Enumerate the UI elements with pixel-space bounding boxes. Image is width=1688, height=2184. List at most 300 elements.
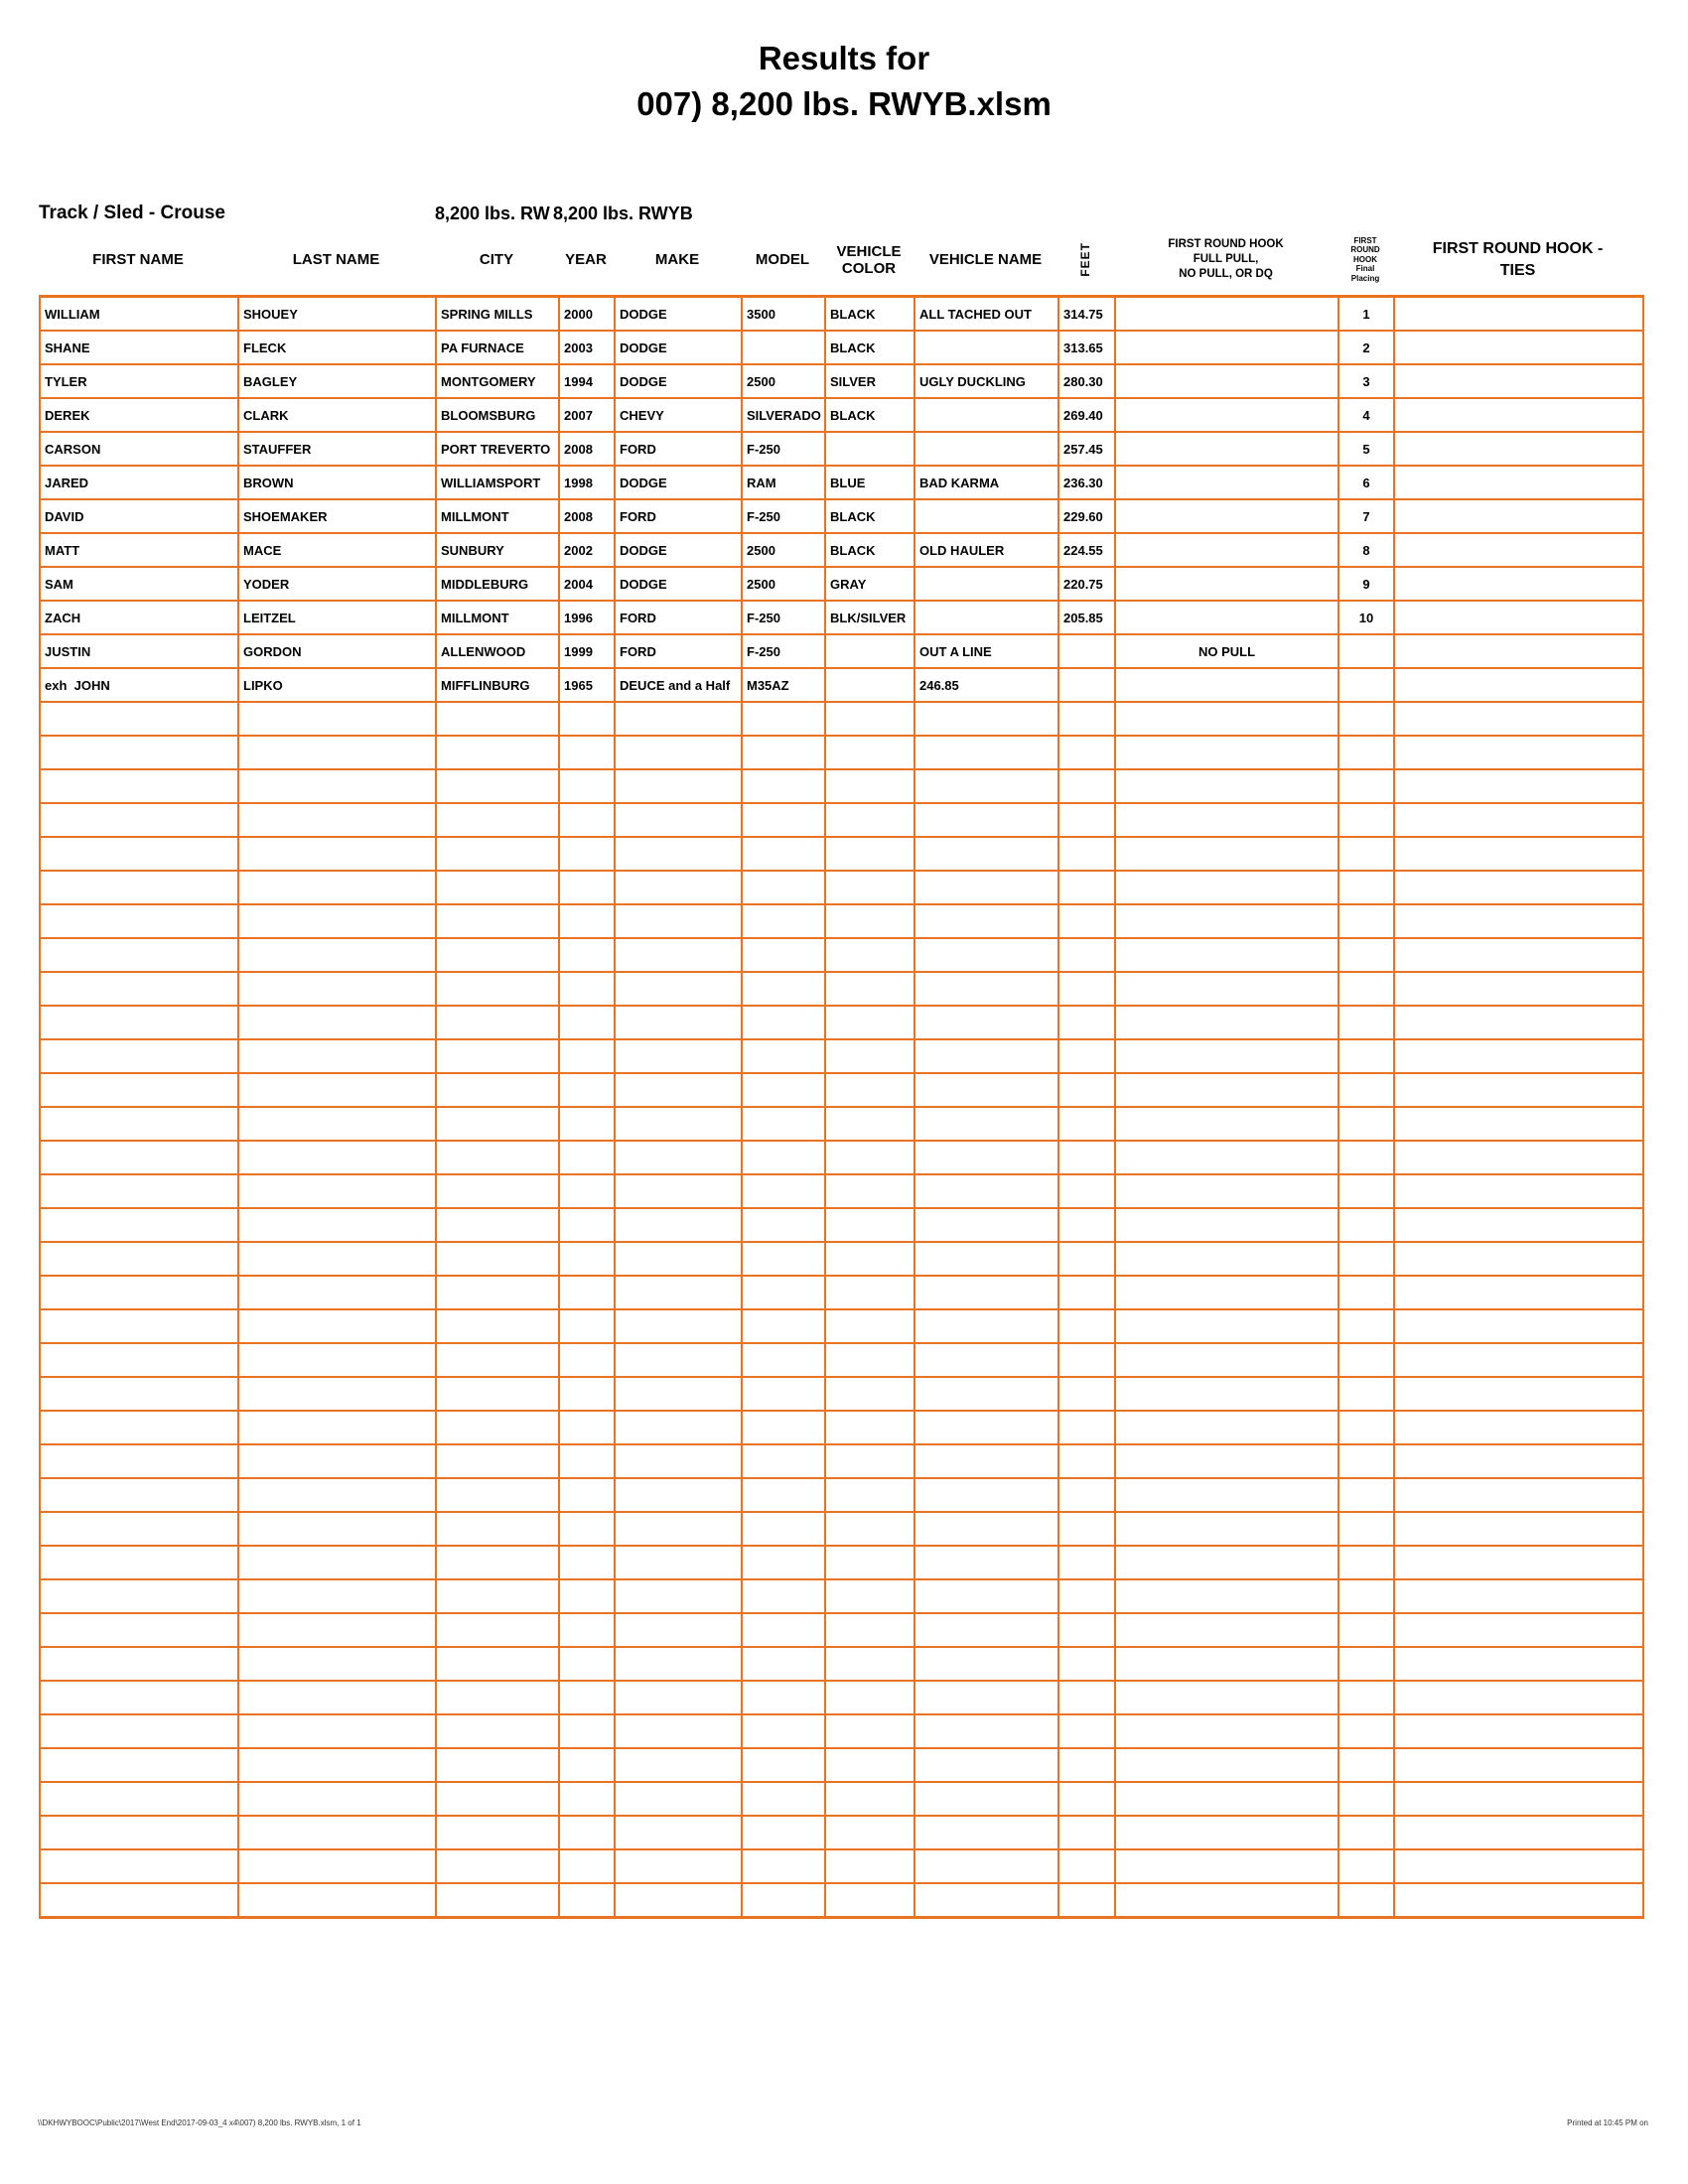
header-feet (1057, 224, 1114, 295)
cell-vehicle_color (825, 1579, 914, 1613)
cell-ties (1394, 398, 1643, 432)
cell-city (436, 1748, 559, 1782)
cell-full_pull (1115, 1309, 1338, 1343)
cell-vehicle_name (914, 1714, 1058, 1748)
cell-last_name (238, 1276, 436, 1309)
cell-city (436, 1006, 559, 1039)
cell-placing (1338, 1816, 1394, 1849)
cell-first_name (40, 1006, 238, 1039)
cell-year: 1965 (559, 668, 615, 702)
cell-city (436, 938, 559, 972)
cell-last_name (238, 1613, 436, 1647)
cell-feet (1058, 938, 1115, 972)
cell-vehicle_color (825, 904, 914, 938)
cell-make (615, 769, 742, 803)
cell-ties (1394, 1107, 1643, 1141)
cell-vehicle_color (825, 1141, 914, 1174)
cell-vehicle_name (914, 499, 1058, 533)
cell-vehicle_color (825, 871, 914, 904)
cell-placing (1338, 938, 1394, 972)
cell-make (615, 871, 742, 904)
cell-vehicle_name (914, 1444, 1058, 1478)
cell-first_name (40, 1343, 238, 1377)
cell-vehicle_name (914, 1782, 1058, 1816)
cell-first_name: ZACH (40, 601, 238, 634)
cell-vehicle_name (914, 331, 1058, 364)
table-row (40, 736, 1643, 769)
class-label-truncated: 8,200 lbs. RW (435, 204, 550, 223)
cell-make (615, 1681, 742, 1714)
cell-ties (1394, 668, 1643, 702)
cell-city (436, 904, 559, 938)
cell-vehicle_name (914, 1849, 1058, 1883)
cell-placing (1338, 1174, 1394, 1208)
cell-make (615, 1816, 742, 1849)
cell-make: DODGE (615, 297, 742, 332)
cell-vehicle_name: OLD HAULER (914, 533, 1058, 567)
cell-make: CHEVY (615, 398, 742, 432)
cell-placing (1338, 1039, 1394, 1073)
cell-year: 1994 (559, 364, 615, 398)
cell-last_name (238, 1141, 436, 1174)
cell-first_name (40, 1782, 238, 1816)
table-row (40, 769, 1643, 803)
cell-ties (1394, 1883, 1643, 1918)
cell-city (436, 803, 559, 837)
cell-vehicle_color (825, 1411, 914, 1444)
header-placing-line2: ROUND (1350, 245, 1380, 255)
cell-vehicle_color (825, 1714, 914, 1748)
cell-vehicle_name (914, 432, 1058, 466)
cell-city: WILLIAMSPORT (436, 466, 559, 499)
cell-year: 2004 (559, 567, 615, 601)
cell-make (615, 1242, 742, 1276)
cell-year: 2000 (559, 297, 615, 332)
cell-last_name (238, 1579, 436, 1613)
cell-vehicle_name (914, 1208, 1058, 1242)
cell-make (615, 1512, 742, 1546)
cell-city (436, 1579, 559, 1613)
cell-make: FORD (615, 601, 742, 634)
cell-last_name (238, 702, 436, 736)
cell-ties (1394, 1377, 1643, 1411)
cell-year: 1996 (559, 601, 615, 634)
cell-vehicle_color (825, 1613, 914, 1647)
cell-vehicle_name: 246.85 (914, 668, 1058, 702)
cell-vehicle_name (914, 1512, 1058, 1546)
cell-feet (1058, 1546, 1115, 1579)
cell-placing: 4 (1338, 398, 1394, 432)
cell-vehicle_color (825, 668, 914, 702)
cell-model (742, 1276, 825, 1309)
cell-ties (1394, 1276, 1643, 1309)
cell-full_pull (1115, 432, 1338, 466)
table-row (40, 1174, 1643, 1208)
cell-full_pull (1115, 1444, 1338, 1478)
cell-vehicle_color (825, 769, 914, 803)
cell-ties (1394, 871, 1643, 904)
cell-placing (1338, 1141, 1394, 1174)
cell-feet (1058, 1276, 1115, 1309)
cell-year (559, 1748, 615, 1782)
header-placing-line3: HOOK (1353, 254, 1377, 264)
cell-feet (1058, 1613, 1115, 1647)
cell-make (615, 904, 742, 938)
cell-model (742, 1309, 825, 1343)
cell-first_name (40, 803, 238, 837)
cell-placing (1338, 837, 1394, 871)
cell-first_name (40, 769, 238, 803)
cell-ties (1394, 1208, 1643, 1242)
cell-vehicle_name (914, 1107, 1058, 1141)
cell-model (742, 1782, 825, 1816)
table-row (40, 297, 1643, 332)
cell-model: SILVERADO (742, 398, 825, 432)
report-title-line1: Results for (758, 40, 930, 76)
cell-placing: 5 (1338, 432, 1394, 466)
cell-model (742, 1748, 825, 1782)
header-ties-line1: FIRST ROUND HOOK - (1432, 239, 1604, 257)
cell-city (436, 702, 559, 736)
cell-year (559, 871, 615, 904)
cell-vehicle_name: UGLY DUCKLING (914, 364, 1058, 398)
cell-city (436, 736, 559, 769)
cell-last_name (238, 769, 436, 803)
cell-full_pull (1115, 769, 1338, 803)
cell-model (742, 1174, 825, 1208)
table-row (40, 1377, 1643, 1411)
cell-vehicle_color (825, 1782, 914, 1816)
cell-year (559, 1006, 615, 1039)
cell-model (742, 702, 825, 736)
cell-placing (1338, 1883, 1394, 1918)
cell-ties (1394, 1849, 1643, 1883)
cell-last_name (238, 1174, 436, 1208)
cell-ties (1394, 702, 1643, 736)
cell-make (615, 1309, 742, 1343)
cell-vehicle_name: BAD KARMA (914, 466, 1058, 499)
cell-placing (1338, 1714, 1394, 1748)
cell-placing (1338, 1107, 1394, 1141)
cell-feet (1058, 1883, 1115, 1918)
cell-make (615, 1377, 742, 1411)
cell-city: MILLMONT (436, 601, 559, 634)
cell-feet (1058, 1107, 1115, 1141)
cell-full_pull (1115, 1748, 1338, 1782)
cell-make (615, 837, 742, 871)
cell-city: PORT TREVERTO (436, 432, 559, 466)
cell-full_pull (1115, 1579, 1338, 1613)
cell-year (559, 1444, 615, 1478)
cell-model (742, 1714, 825, 1748)
cell-last_name (238, 1883, 436, 1918)
cell-ties (1394, 736, 1643, 769)
cell-vehicle_color (825, 1174, 914, 1208)
cell-make (615, 803, 742, 837)
cell-make: FORD (615, 432, 742, 466)
cell-last_name (238, 1816, 436, 1849)
cell-model (742, 1141, 825, 1174)
cell-first_name: MATT (40, 533, 238, 567)
table-row (40, 1141, 1643, 1174)
cell-year (559, 1208, 615, 1242)
cell-placing: 3 (1338, 364, 1394, 398)
cell-make: DEUCE and a Half (615, 668, 742, 702)
cell-year: 2002 (559, 533, 615, 567)
header-placing-line4: Final (1355, 264, 1375, 274)
table-row (40, 364, 1643, 398)
cell-placing (1338, 1411, 1394, 1444)
cell-vehicle_color: BLUE (825, 466, 914, 499)
cell-year (559, 1276, 615, 1309)
cell-full_pull (1115, 533, 1338, 567)
cell-model (742, 1377, 825, 1411)
cell-full_pull (1115, 1849, 1338, 1883)
cell-vehicle_color: BLACK (825, 398, 914, 432)
cell-placing: 9 (1338, 567, 1394, 601)
cell-feet: 314.75 (1058, 297, 1115, 332)
cell-city (436, 1546, 559, 1579)
cell-last_name (238, 1782, 436, 1816)
cell-year (559, 1849, 615, 1883)
cell-year (559, 1714, 615, 1748)
cell-city (436, 1073, 559, 1107)
table-row (40, 871, 1643, 904)
cell-feet (1058, 736, 1115, 769)
cell-city (436, 1613, 559, 1647)
cell-year: 1999 (559, 634, 615, 668)
cell-full_pull (1115, 1647, 1338, 1681)
cell-ties (1394, 1141, 1643, 1174)
cell-first_name (40, 1512, 238, 1546)
table-row (40, 567, 1643, 601)
cell-last_name: FLECK (238, 331, 436, 364)
cell-feet (1058, 1141, 1115, 1174)
cell-ties (1394, 837, 1643, 871)
cell-ties (1394, 634, 1643, 668)
cell-first_name (40, 1377, 238, 1411)
cell-placing (1338, 1309, 1394, 1343)
cell-placing (1338, 769, 1394, 803)
table-row (40, 1006, 1643, 1039)
cell-model (742, 1208, 825, 1242)
cell-last_name: YODER (238, 567, 436, 601)
cell-vehicle_color (825, 1647, 914, 1681)
cell-full_pull (1115, 972, 1338, 1006)
cell-city (436, 871, 559, 904)
cell-make: DODGE (615, 466, 742, 499)
table-row (40, 634, 1643, 668)
cell-full_pull (1115, 1613, 1338, 1647)
header-model-label: MODEL (755, 251, 810, 268)
cell-full_pull (1115, 1276, 1338, 1309)
cell-city (436, 1411, 559, 1444)
cell-first_name (40, 1647, 238, 1681)
cell-vehicle_color: BLK/SILVER (825, 601, 914, 634)
cell-first_name (40, 1613, 238, 1647)
results-table (39, 295, 1644, 1919)
cell-model: 2500 (742, 533, 825, 567)
cell-full_pull (1115, 1141, 1338, 1174)
cell-last_name: SHOEMAKER (238, 499, 436, 533)
cell-model: RAM (742, 466, 825, 499)
table-row (40, 1343, 1643, 1377)
cell-last_name (238, 1647, 436, 1681)
cell-vehicle_color (825, 1242, 914, 1276)
cell-city: BLOOMSBURG (436, 398, 559, 432)
cell-last_name (238, 1714, 436, 1748)
cell-ties (1394, 1174, 1643, 1208)
cell-vehicle_color (825, 1512, 914, 1546)
cell-vehicle_name (914, 1276, 1058, 1309)
cell-vehicle_color (825, 1039, 914, 1073)
cell-first_name (40, 1073, 238, 1107)
cell-last_name: BROWN (238, 466, 436, 499)
header-city-label: CITY (479, 251, 514, 268)
cell-feet (1058, 1579, 1115, 1613)
cell-placing (1338, 1579, 1394, 1613)
cell-model (742, 1849, 825, 1883)
cell-vehicle_name (914, 567, 1058, 601)
cell-last_name (238, 1377, 436, 1411)
cell-city (436, 1647, 559, 1681)
cell-placing (1338, 1478, 1394, 1512)
cell-make (615, 702, 742, 736)
cell-model: F-250 (742, 432, 825, 466)
cell-city (436, 1039, 559, 1073)
cell-make (615, 1613, 742, 1647)
cell-full_pull (1115, 702, 1338, 736)
cell-placing (1338, 1006, 1394, 1039)
cell-first_name (40, 1276, 238, 1309)
cell-city (436, 1343, 559, 1377)
cell-full_pull (1115, 1174, 1338, 1208)
header-first-name (39, 224, 237, 295)
cell-first_name: JUSTIN (40, 634, 238, 668)
cell-ties (1394, 1006, 1643, 1039)
cell-year (559, 1377, 615, 1411)
cell-feet (1058, 1444, 1115, 1478)
cell-full_pull (1115, 1006, 1338, 1039)
cell-vehicle_color (825, 1546, 914, 1579)
cell-city (436, 837, 559, 871)
cell-vehicle_color (825, 938, 914, 972)
footer-file-path: \\DKHWYBOOC\Public\2017\West End\2017-09-03_4 x4\007) 8,200 lbs. RWYB.xlsm, 1 of 1 (38, 2118, 361, 2127)
cell-vehicle_name: ALL TACHED OUT (914, 297, 1058, 332)
table-row (40, 938, 1643, 972)
cell-vehicle_color (825, 1309, 914, 1343)
cell-year (559, 938, 615, 972)
cell-placing (1338, 1782, 1394, 1816)
cell-model (742, 1411, 825, 1444)
cell-first_name (40, 1107, 238, 1141)
cell-full_pull (1115, 1782, 1338, 1816)
cell-city: PA FURNACE (436, 331, 559, 364)
cell-full_pull (1115, 1681, 1338, 1714)
cell-placing (1338, 1681, 1394, 1714)
cell-placing (1338, 1208, 1394, 1242)
cell-last_name (238, 1208, 436, 1242)
cell-city (436, 1242, 559, 1276)
cell-first_name (40, 938, 238, 972)
table-row (40, 1512, 1643, 1546)
cell-city: ALLENWOOD (436, 634, 559, 668)
cell-model (742, 1107, 825, 1141)
cell-last_name (238, 736, 436, 769)
cell-first_name (40, 871, 238, 904)
cell-feet (1058, 1039, 1115, 1073)
cell-ties (1394, 972, 1643, 1006)
cell-ties (1394, 1512, 1643, 1546)
cell-first_name (40, 1748, 238, 1782)
cell-model (742, 871, 825, 904)
cell-placing (1338, 1377, 1394, 1411)
cell-city (436, 1107, 559, 1141)
cell-make (615, 1444, 742, 1478)
cell-placing (1338, 1444, 1394, 1478)
cell-vehicle_name (914, 1883, 1058, 1918)
cell-city (436, 1849, 559, 1883)
table-row (40, 1579, 1643, 1613)
table-row (40, 1276, 1643, 1309)
cell-vehicle_name (914, 1242, 1058, 1276)
cell-vehicle_color (825, 736, 914, 769)
cell-ties (1394, 364, 1643, 398)
cell-year (559, 769, 615, 803)
track-info-row (0, 203, 1688, 226)
cell-vehicle_name (914, 1816, 1058, 1849)
cell-vehicle_name (914, 702, 1058, 736)
cell-city (436, 1309, 559, 1343)
cell-placing: 1 (1338, 297, 1394, 332)
cell-placing (1338, 1073, 1394, 1107)
header-city (435, 224, 558, 295)
cell-feet: 205.85 (1058, 601, 1115, 634)
cell-vehicle_color: BLACK (825, 533, 914, 567)
cell-first_name (40, 702, 238, 736)
table-row (40, 1714, 1643, 1748)
cell-make (615, 1039, 742, 1073)
cell-model (742, 1444, 825, 1478)
cell-full_pull (1115, 1411, 1338, 1444)
cell-ties (1394, 331, 1643, 364)
cell-model (742, 1478, 825, 1512)
cell-model (742, 904, 825, 938)
header-first-name-label: FIRST NAME (92, 251, 184, 268)
table-row (40, 331, 1643, 364)
cell-vehicle_color (825, 1681, 914, 1714)
cell-make (615, 736, 742, 769)
cell-year (559, 1816, 615, 1849)
cell-feet (1058, 1343, 1115, 1377)
cell-first_name (40, 1039, 238, 1073)
cell-make (615, 1849, 742, 1883)
cell-vehicle_name (914, 1579, 1058, 1613)
cell-city: SUNBURY (436, 533, 559, 567)
cell-last_name (238, 1849, 436, 1883)
cell-placing (1338, 1343, 1394, 1377)
table-row (40, 1073, 1643, 1107)
cell-vehicle_color (825, 803, 914, 837)
cell-first_name (40, 904, 238, 938)
cell-ties (1394, 1039, 1643, 1073)
cell-full_pull (1115, 398, 1338, 432)
header-make-label: MAKE (654, 251, 700, 268)
cell-vehicle_color: BLACK (825, 331, 914, 364)
cell-make (615, 1411, 742, 1444)
cell-vehicle_name (914, 938, 1058, 972)
cell-model (742, 736, 825, 769)
